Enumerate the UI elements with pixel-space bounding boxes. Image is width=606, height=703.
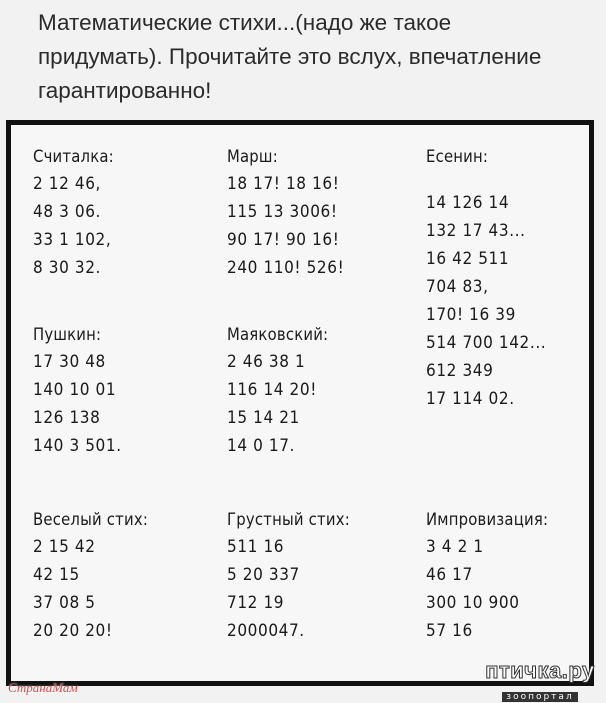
poem-vesely <box>33 508 148 645</box>
watermark-ptichka-main: птичка.ру <box>485 658 595 683</box>
poem-line: 170! 16 39 <box>426 305 516 325</box>
poem-line: 300 10 900 <box>426 593 520 613</box>
poem-line: 16 42 511 <box>426 249 510 269</box>
poem-line: 48 3 06. <box>33 202 102 222</box>
poem-line: 42 15 <box>33 565 80 585</box>
poem-grustny <box>227 508 350 645</box>
poem-line: 2000047. <box>227 621 305 641</box>
poem-line: 5 20 337 <box>227 565 300 585</box>
poem-line: 126 138 <box>33 408 101 428</box>
poem-line: 140 3 501. <box>33 436 122 456</box>
poem-mayakovsky <box>227 323 328 460</box>
poem-line: 90 17! 90 16! <box>227 230 340 250</box>
poem-line: 20 20 20! <box>33 621 113 641</box>
poem-line: 612 349 <box>426 361 494 381</box>
poem-line: 116 14 20! <box>227 380 317 400</box>
poem-schitalka <box>33 145 114 282</box>
poem-line: 8 30 32. <box>33 258 102 278</box>
poem-title: Маяковский: <box>227 325 329 344</box>
poem-line: 14 0 17. <box>227 436 296 456</box>
poem-improvizatsiya <box>426 508 548 645</box>
poem-title: Импровизация: <box>426 510 549 529</box>
poem-esenin <box>426 145 546 413</box>
poem-line: 2 15 42 <box>33 537 96 557</box>
poem-line: 3 4 2 1 <box>426 537 484 557</box>
poem-line: 2 12 46, <box>33 174 102 194</box>
poem-line: 132 17 43... <box>426 221 526 241</box>
poem-line: 240 110! 526! <box>227 258 345 278</box>
poem-line: 17 30 48 <box>33 352 106 372</box>
watermark-ptichka-sub: зоопортал <box>502 692 577 702</box>
poem-line: 140 10 01 <box>33 380 117 400</box>
poem-line: 2 46 38 1 <box>227 352 306 372</box>
poem-line: 18 17! 18 16! <box>227 174 340 194</box>
poem-line: 37 08 5 <box>33 593 96 613</box>
poem-title: Марш: <box>227 147 278 166</box>
watermark-stranamam: СтранаМам <box>8 680 78 695</box>
poem-board <box>6 120 594 686</box>
poem-title: Веселый стих: <box>33 510 149 529</box>
poem-title: Есенин: <box>426 147 489 166</box>
poem-line: 17 114 02. <box>426 389 515 409</box>
poem-title: Грустный стих: <box>227 510 350 529</box>
poem-line: 704 83, <box>426 277 489 297</box>
poem-line: 712 19 <box>227 593 285 613</box>
watermark-ptichka <box>480 658 600 703</box>
poem-line: 33 1 102, <box>33 230 112 250</box>
poem-title: Пушкин: <box>33 325 102 344</box>
poem-pushkin <box>33 323 122 460</box>
poem-line: 514 700 142... <box>426 333 547 353</box>
poem-title: Считалка: <box>33 147 114 166</box>
post-caption: Математические стихи...(надо же такое придумать). Прочитайте это вслух, впечатление гарантированно! <box>38 10 542 103</box>
poem-line: 14 126 14 <box>426 193 510 213</box>
poem-line: 115 13 3006! <box>227 202 338 222</box>
poem-marsh <box>227 145 344 282</box>
poem-line: 511 16 <box>227 537 285 557</box>
poem-line: 57 16 <box>426 621 473 641</box>
poem-line: 46 17 <box>426 565 473 585</box>
poem-line: 15 14 21 <box>227 408 300 428</box>
